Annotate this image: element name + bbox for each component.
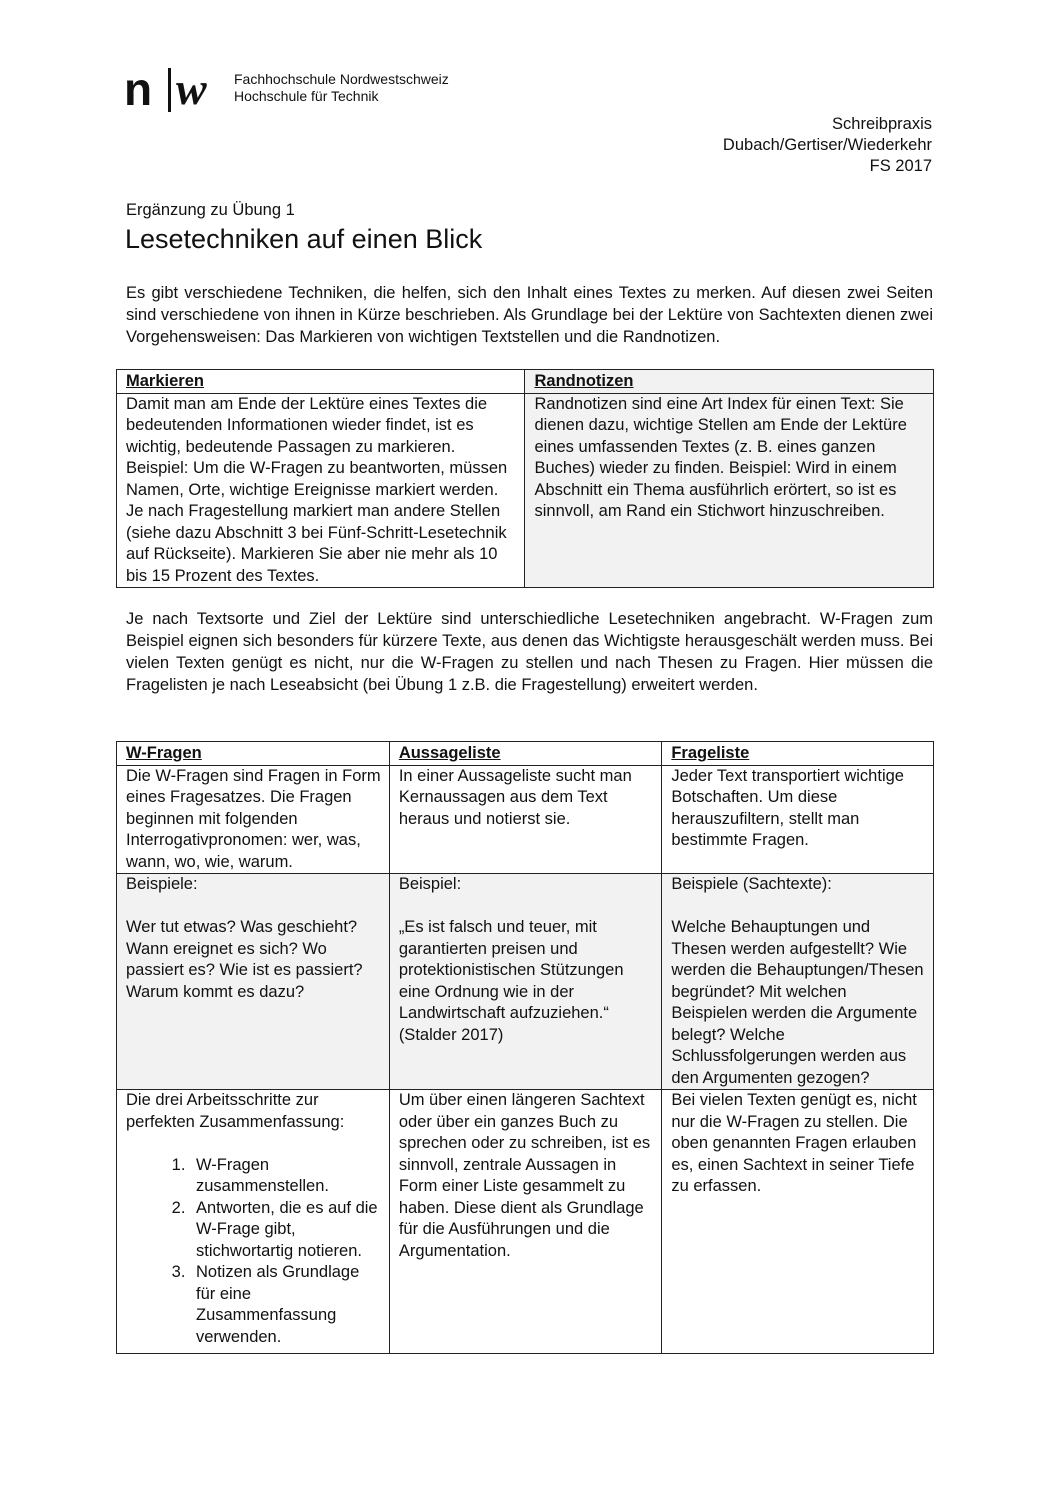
cell-frageliste-anwendung: Bei vielen Texten genügt es, nicht nur die W-Fragen zu stellen. Die oben genannten Fragen erlauben es, einen Sachtext in seiner Tiefe zu erfassen. (662, 1090, 934, 1354)
table-row (117, 1090, 934, 1354)
document-title: Lesetechniken auf einen Blick (125, 224, 483, 254)
header-frageliste: Frageliste (662, 742, 934, 766)
course-name: Schreibpraxis (832, 115, 932, 133)
course-authors: Dubach/Gertiser/Wiederkehr (722, 136, 932, 154)
list-item: 3. Notizen als Grundlage für eine Zusammenfassung verwenden. (190, 1262, 382, 1348)
cell-markieren: Damit man am Ende der Lektüre eines Textes die bedeutenden Informationen wieder findet, ist es wichtig, bedeutende Passagen zu markieren. Beispiel: Um die W-Fragen zu beantworten, müssen Namen, Orte, wichtige Ereignisse markiert werden. Je nach Fragestellung markiert man andere Stellen (siehe dazu Abschnitt 3 bei Fünf-Schritt-Lesetechnik auf Rückseite). Markieren Sie aber nie mehr als 10 bis 15 Prozent des Textes. (117, 393, 525, 588)
header-w-fragen: W-Fragen (117, 742, 390, 766)
table-header-row (117, 742, 934, 766)
table-header-row (117, 370, 934, 394)
cell-frageliste-beispiele (662, 874, 934, 1090)
cell-text: „Es ist falsch und teuer, mit garantierten preisen und protektionistischen Stützungen eine Ordnung wie in der Landwirtschaft aufzuziehen.“ (Stalder 2017) (398, 918, 624, 1044)
cell-label: Beispiel: (398, 875, 462, 893)
table-lesetechniken (116, 741, 934, 1354)
header-aussageliste: Aussageliste (389, 742, 662, 766)
document-subtitle: Ergänzung zu Übung 1 (126, 201, 295, 219)
table-row (117, 874, 934, 1090)
cell-w-fragen-beispiele (117, 874, 390, 1090)
cell-aussageliste-beispiel (389, 874, 662, 1090)
cell-text: Die drei Arbeitsschritte zur perfekten Zusammenfassung: (126, 1091, 345, 1131)
logo-letter-n: n (124, 63, 153, 115)
course-semester: FS 2017 (869, 157, 932, 175)
institution-line-2: Hochschule für Technik (234, 88, 379, 104)
table-markieren-randnotizen (116, 369, 934, 588)
list-item: 2. Antworten, die es auf die W-Frage gibt, stichwortartig notieren. (190, 1198, 382, 1263)
table-row (117, 765, 934, 874)
steps-list (126, 1155, 382, 1349)
cell-w-fragen-arbeitsschritte (117, 1090, 390, 1354)
cell-frageliste-definition: Jeder Text transportiert wichtige Botschaften. Um diese herauszufiltern, stellt man bestimmte Fragen. (662, 765, 934, 874)
course-info (723, 114, 932, 177)
logo-letter-w: w (176, 63, 207, 114)
intro-paragraph: Es gibt verschiedene Techniken, die helfen, sich den Inhalt eines Textes zu merken. Auf diesen zwei Seiten sind verschiedene von ihnen in Kürze beschrieben. Als Grundlage bei der Lektüre von Sachtexten dienen zwei Vorgehensweisen: Das Markieren von wichtigen Textstellen und die Randnotizen. (126, 284, 933, 346)
header-randnotizen: Randnotizen (525, 370, 934, 394)
middle-paragraph: Je nach Textsorte und Ziel der Lektüre sind unterschiedliche Lesetechniken angebracht. W-Fragen zum Beispiel eignen sich besonders für kürzere Texte, aus denen das Wichtigste herausgeschält werden muss. Bei vielen Texten genügt es nicht, nur die W-Fragen zu stellen und nach Thesen zu Fragen. Hier müssen die Fragelisten je nach Leseabsicht (bei Übung 1 z.B. die Fragestellung) erweitert werden. (126, 610, 933, 694)
list-item: 1. W-Fragen zusammenstellen. (190, 1155, 382, 1198)
institution-name (234, 71, 449, 105)
cell-aussageliste-anwendung: Um über einen längeren Sachtext oder über ein ganzes Buch zu sprechen oder zu schreiben, ist es sinnvoll, zentrale Aussagen in Form einer Liste gesammelt zu haben. Diese dient als Grundlage für die Ausführungen und die Argumentation. (389, 1090, 662, 1354)
cell-text: Wer tut etwas? Was geschieht? Wann ereignet es sich? Wo passiert es? Wie ist es passiert? Warum kommt es dazu? (126, 918, 363, 1001)
cell-label: Beispiele: (126, 875, 198, 893)
cell-randnotizen: Randnotizen sind eine Art Index für einen Text: Sie dienen dazu, wichtige Stellen am Ende der Lektüre eines umfassenden Textes (z. B. eines ganzen Buches) wieder zu finden. Beispiel: Wird in einem Abschnitt ein Thema ausführlich erörtert, so ist es sinnvoll, am Rand ein Stichwort hinzuschreiben. (525, 393, 934, 588)
institution-line-1: Fachhochschule Nordwestschweiz (234, 71, 449, 87)
cell-label: Beispiele (Sachtexte): (671, 875, 832, 893)
table-row (117, 393, 934, 588)
logo-divider (168, 68, 171, 112)
cell-w-fragen-definition: Die W-Fragen sind Fragen in Form eines Fragesatzes. Die Fragen beginnen mit folgenden Interrogativpronomen: wer, was, wann, wo, wie, warum. (117, 765, 390, 874)
cell-aussageliste-definition: In einer Aussageliste sucht man Kernaussagen aus dem Text heraus und notierst sie. (389, 765, 662, 874)
cell-text: Welche Behauptungen und Thesen werden aufgestellt? Wie werden die Behauptungen/Thesen begründet? Mit welchen Beispielen werden die Argumente belegt? Welche Schlussfolgerungen werden aus den Argumenten gezogen? (671, 918, 924, 1087)
header-markieren: Markieren (117, 370, 525, 394)
